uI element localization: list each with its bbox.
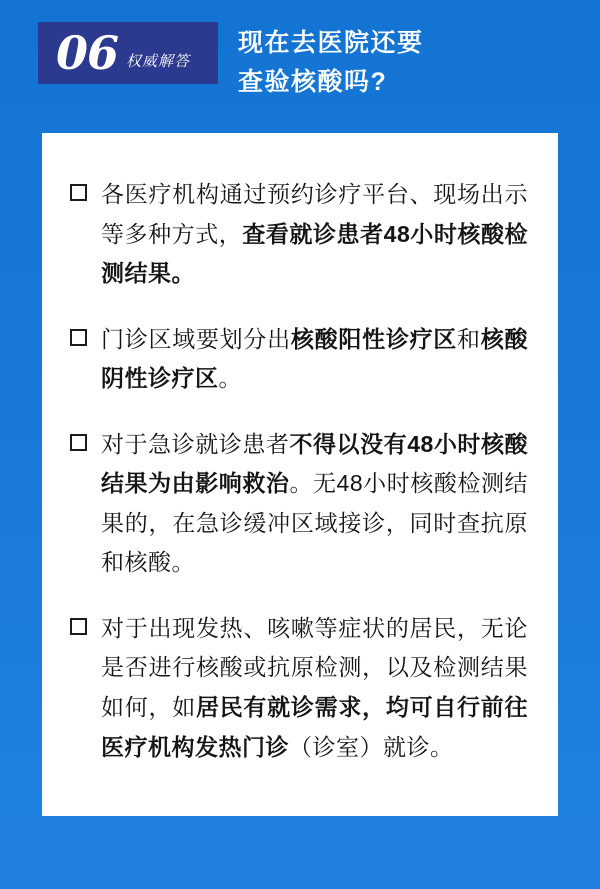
section-number-badge <box>38 22 218 84</box>
content-card <box>42 133 558 816</box>
list-item-segment: 。无48小时核酸检测结果的，在急诊缓冲区域接诊，同时查抗原和核酸。 <box>101 470 529 576</box>
list-item-segment-bold: 居民有就诊需求，均可自行前往医疗机构发热门诊 <box>101 694 529 760</box>
checkbox-icon[interactable] <box>70 618 87 635</box>
list-item <box>70 425 528 583</box>
list-item-segment-bold: 不得以没有48小时核酸结果为由影响救治 <box>101 430 529 497</box>
list-item-text <box>101 425 528 583</box>
list-item-segment: 各医疗机构通过预约诊疗平台、现场出示等多种方式， <box>101 181 528 247</box>
poster-header <box>0 0 600 138</box>
list-item-text <box>101 175 528 294</box>
list-item-segment-bold: 查看就诊患者48小时核酸检测结果。 <box>101 220 528 287</box>
checkbox-icon[interactable] <box>70 184 87 201</box>
footer-strip <box>0 816 600 889</box>
list-item-segment-bold: 核酸阴性诊疗区 <box>101 325 529 392</box>
list-item-text <box>101 320 528 399</box>
section-badge-label: 权威解答 <box>126 51 191 70</box>
page-title-line-1: 现在去医院还要 <box>238 29 424 57</box>
list-item <box>70 175 528 294</box>
list-item-segment-bold: 核酸阳性诊疗区 <box>290 325 458 352</box>
list-item-segment: 。 <box>218 365 242 392</box>
list-item-segment: 门诊区域要划分出 <box>101 325 291 352</box>
list-item-segment: 对于急诊就诊患者 <box>101 430 290 457</box>
list-item-segment: 和 <box>457 325 481 352</box>
list-item <box>70 609 528 767</box>
checkbox-icon[interactable] <box>70 434 87 451</box>
page-title <box>238 24 424 102</box>
list-item-segment: （诊室）就诊。 <box>289 733 454 760</box>
section-number: 06 <box>56 26 119 80</box>
page-title-line-2: 查验核酸吗? <box>238 67 388 96</box>
list-item-text <box>101 609 528 767</box>
list-item <box>70 320 528 399</box>
checkbox-icon[interactable] <box>70 329 87 346</box>
list-item-segment: 对于出现发热、咳嗽等症状的居民，无论是否进行核酸或抗原检测，以及检测结果如何，如 <box>101 614 528 721</box>
